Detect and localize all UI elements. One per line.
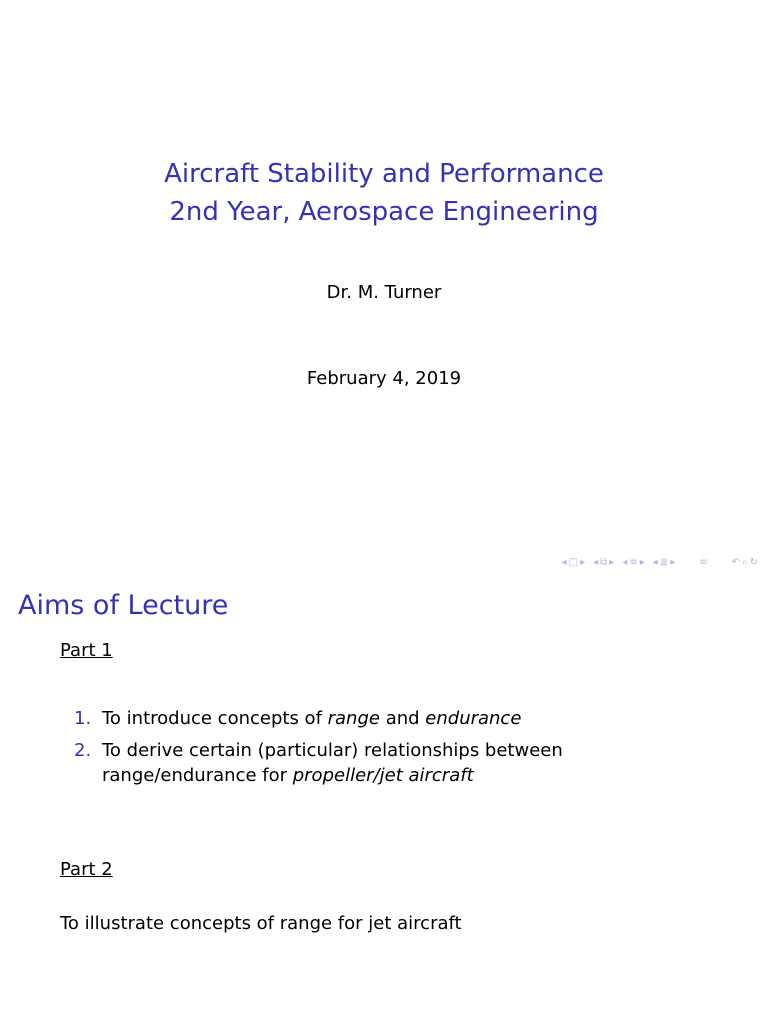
- title-line-1: Aircraft Stability and Performance: [164, 159, 604, 189]
- forward-icon[interactable]: ↻: [749, 557, 758, 568]
- misc-nav: [732, 555, 758, 571]
- aims-list: [60, 706, 720, 795]
- nav-prev-doc-icon[interactable]: ◂: [652, 557, 658, 568]
- nav-prev-section-icon[interactable]: ◂: [622, 557, 628, 568]
- date: February 4, 2019: [306, 368, 462, 389]
- subsection-icon[interactable]: ⧉: [600, 557, 608, 568]
- presentation-title: [0, 155, 768, 231]
- toc-icon[interactable]: ≡: [699, 557, 708, 568]
- item-text: To introduce concepts of: [102, 708, 328, 729]
- item-emphasis: propeller/jet aircraft: [292, 765, 474, 786]
- aims-slide: [0, 576, 768, 1024]
- nav-next-section-icon[interactable]: ▸: [639, 557, 645, 568]
- section-nav: [622, 555, 644, 571]
- frame-nav: [562, 555, 586, 571]
- part-2-text: To illustrate concepts of range for jet aircraft: [60, 913, 462, 934]
- part-1-heading: Part 1: [60, 640, 113, 661]
- subsection-nav: [593, 555, 614, 571]
- nav-next-frame-icon[interactable]: ▸: [580, 557, 586, 568]
- item-text: To derive certain (particular) relationships between range/endurance for: [102, 740, 563, 786]
- search-icon[interactable]: ⌕: [742, 557, 748, 568]
- part-2-heading: Part 2: [60, 859, 113, 880]
- author: Dr. M. Turner: [326, 282, 442, 303]
- nav-next-doc-icon[interactable]: ▸: [670, 557, 676, 568]
- doc-icon[interactable]: ≣: [659, 557, 669, 568]
- nav-next-subsection-icon[interactable]: ▸: [609, 557, 615, 568]
- nav-prev-frame-icon[interactable]: ◂: [561, 557, 567, 568]
- title-line-2: 2nd Year, Aerospace Engineering: [169, 197, 599, 227]
- list-number: 2.: [74, 740, 92, 761]
- frame-title: Aims of Lecture: [18, 590, 229, 621]
- list-number: 1.: [74, 708, 92, 729]
- section-icon[interactable]: ≡: [629, 557, 638, 568]
- frame-icon[interactable]: □: [568, 557, 579, 568]
- nav-prev-subsection-icon[interactable]: ◂: [593, 557, 599, 568]
- beamer-navigation-bar: [562, 555, 758, 571]
- list-item: [60, 706, 720, 731]
- back-icon[interactable]: ↶: [731, 557, 740, 568]
- item-emphasis: endurance: [425, 708, 522, 729]
- item-emphasis: range: [327, 708, 380, 729]
- list-item: [60, 738, 720, 788]
- item-text: and: [379, 708, 426, 729]
- doc-nav: [653, 555, 675, 571]
